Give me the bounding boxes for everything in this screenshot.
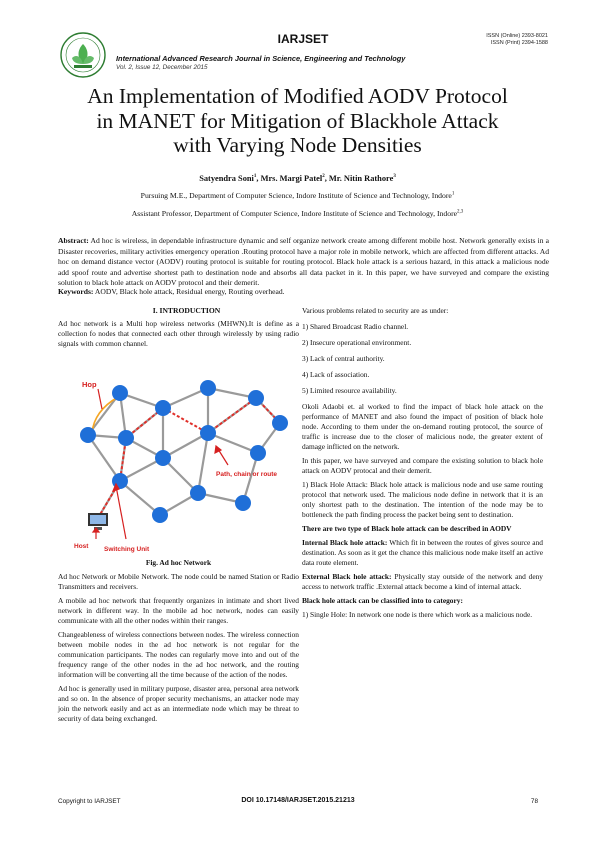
adhoc-network-figure	[58, 353, 299, 556]
author-superscript: 2	[322, 174, 325, 180]
paragraph: 1) Black Hole Attack: Black hole attack is malicious node and use same routing protocol that network used. The malicious node define in network that it is an only shortest path to the destination. The intention of the node may be to bottleneck the path finding process the packet being sent to destination.	[302, 480, 543, 519]
list-item: 5) Limited resource availability.	[302, 386, 397, 395]
path-label: Path, chain or route	[216, 471, 278, 478]
term-text: Physically stay outside of the network and deny access to network traffic .External attack become a kind of internal attack.	[302, 572, 544, 591]
list-item: 3) Lack of central authority.	[302, 354, 385, 363]
author-list	[40, 174, 555, 183]
subsection-heading: Black hole attack can be classified into to category:	[302, 596, 463, 605]
affiliation-superscript: 1	[451, 191, 455, 197]
paragraph	[302, 538, 543, 568]
affiliation-text: Pursuing M.E., Department of Computer Science, Indore Institute of Science and Technology, Indore	[140, 191, 452, 200]
abstract-text: Ad hoc is wireless, in dependable infrastructure dynamic and self organize network create among different mobile host. Network generally exists in a Disaster recoveries, military activities emergency operation .Routing protocol have a major role in mobile network, which are affected from different attacks. Ad hoc on demand distance vector (AODV) routing protocol is suitable for routing protocol. Black hole attack is a serious hazard, in this attack a malicious node add spoof route and advertise shortest path to destination node and absorbs all data packet in it. In this paper, we have surveyed and compare the existing solution to black hole attack on AODV protocol and their demerit.	[58, 236, 549, 287]
page-header	[58, 30, 548, 82]
hop-label: Hop	[82, 380, 97, 389]
issn-online: ISSN (Online) 2393-8021	[486, 33, 548, 39]
page-footer	[58, 797, 538, 809]
author-name: Mrs. Margi Patel	[260, 174, 323, 183]
author-separator: ,	[324, 174, 329, 183]
journal-full-name: International Advanced Research Journal in Science, Engineering and Technology	[116, 54, 406, 63]
affiliation	[40, 191, 555, 200]
issn-print: ISSN (Print) 2394-1588	[490, 40, 548, 46]
paragraph: In this paper, we have surveyed and compare the existing solution to black hole attack on AODV protocal and their demerit.	[302, 456, 543, 475]
host-label: Host	[74, 543, 89, 550]
paper-title	[40, 84, 555, 158]
paragraph: Ad hoc is generally used in military purpose, disaster area, personal area network and so on. In the absence of proper security mechanisms, an attacker node may join the network easily and act as an intermediate node which may be threat to security of data being exchanged.	[58, 684, 299, 723]
affiliation	[40, 209, 555, 218]
host-icon	[88, 513, 108, 530]
list-item: 2) Insecure operational environment.	[302, 338, 412, 347]
affiliation-text: Assistant Professor, Department of Computer Science, Indore Institute of Science and Technology, Indore	[131, 209, 458, 218]
keywords-label: Keywords:	[58, 287, 94, 296]
copyright: Copyright to IARJSET	[58, 798, 121, 805]
author-name: Mr. Nitin Rathore	[328, 174, 394, 183]
author-superscript: 3	[393, 174, 396, 180]
doi: DOI 10.17148/IARJSET.2015.21213	[241, 797, 355, 804]
paragraph: Various problems related to security are as under:	[302, 306, 449, 315]
issn-block	[486, 33, 548, 47]
figure-caption: Fig. Ad hoc Network	[145, 558, 212, 567]
right-column	[302, 306, 543, 624]
paragraph	[302, 572, 543, 592]
volume-issue: Vol. 2, Issue 12, December 2015	[116, 64, 208, 71]
term-label: External Black hole attack:	[302, 572, 392, 581]
paragraph: Ad hoc Network or Mobile Network. The node could be named Station or Radio Transmitters and receivers.	[58, 572, 299, 591]
keywords	[58, 287, 549, 297]
paragraph: Ad hoc network is a Multi hop wireless networks (MHWN).It is define as a collection fo nodes that connected each other through wirelessly by using radio signals with common channel.	[58, 319, 299, 348]
list-item: 1) Shared Broadcast Radio channel.	[302, 322, 409, 331]
abstract	[58, 236, 549, 289]
paragraph: Okoli Adaobi et. al worked to find the impact of black hole attack on the performance of MANET and also found the impact of position of black hole node. According to them under the on-demand routing protocol, the source of traffic is increase due to the closer of malicious node, the greater extent of damage inflicted on the network.	[302, 402, 543, 451]
left-column	[58, 306, 299, 728]
abstract-label: Abstract:	[58, 236, 89, 245]
term-label: Internal Black hole attack:	[302, 538, 388, 547]
title-line: with Varying Node Densities	[173, 133, 422, 157]
section-heading: I. INTRODUCTION	[152, 306, 221, 315]
author-separator: ,	[256, 174, 261, 183]
author-superscript: 1	[253, 174, 257, 180]
network-diagram	[58, 353, 299, 556]
affiliation-superscript: 2,3	[457, 209, 464, 215]
list-item: 4) Lack of association.	[302, 370, 370, 379]
keywords-text: AODV, Black hole attack, Residual energy, Routing overhead.	[93, 287, 285, 296]
subsection-heading: There are two type of Black hole attack can be described in AODV	[302, 524, 512, 533]
term-text: Which fit in between the routes of gives source and destination. As soon as it get the chance this malicious node make itself an active data route element.	[302, 538, 543, 567]
title-line: in MANET for Mitigation of Blackhole Attack	[96, 108, 499, 133]
page-number: 78	[530, 798, 538, 805]
switching-unit-label: Switching Unit	[104, 546, 150, 553]
journal-short-name: IARJSET	[277, 32, 329, 46]
paragraph: 1) Single Hole: In network one node is there which work as a malicious node.	[302, 610, 533, 619]
author-name: Satyendra Soni	[199, 174, 254, 183]
title-line: An Implementation of Modified AODV Protocol	[87, 84, 508, 108]
paragraph: A mobile ad hoc network that frequently organizes in intimate and short lived network in different way. In the mobile ad hoc network, nodes can easily communicate with all the other nodes within their ranges.	[58, 596, 299, 625]
paragraph: Changeableness of wireless connections between nodes. The wireless connection between mobile nodes in the ad hoc network is not regular for the communication participants. The nodes can regularly move into and out of the frequency range of the other nodes in the ad hoc network, and the routing information will be converting all the time because of the action of the nodes.	[58, 630, 299, 679]
